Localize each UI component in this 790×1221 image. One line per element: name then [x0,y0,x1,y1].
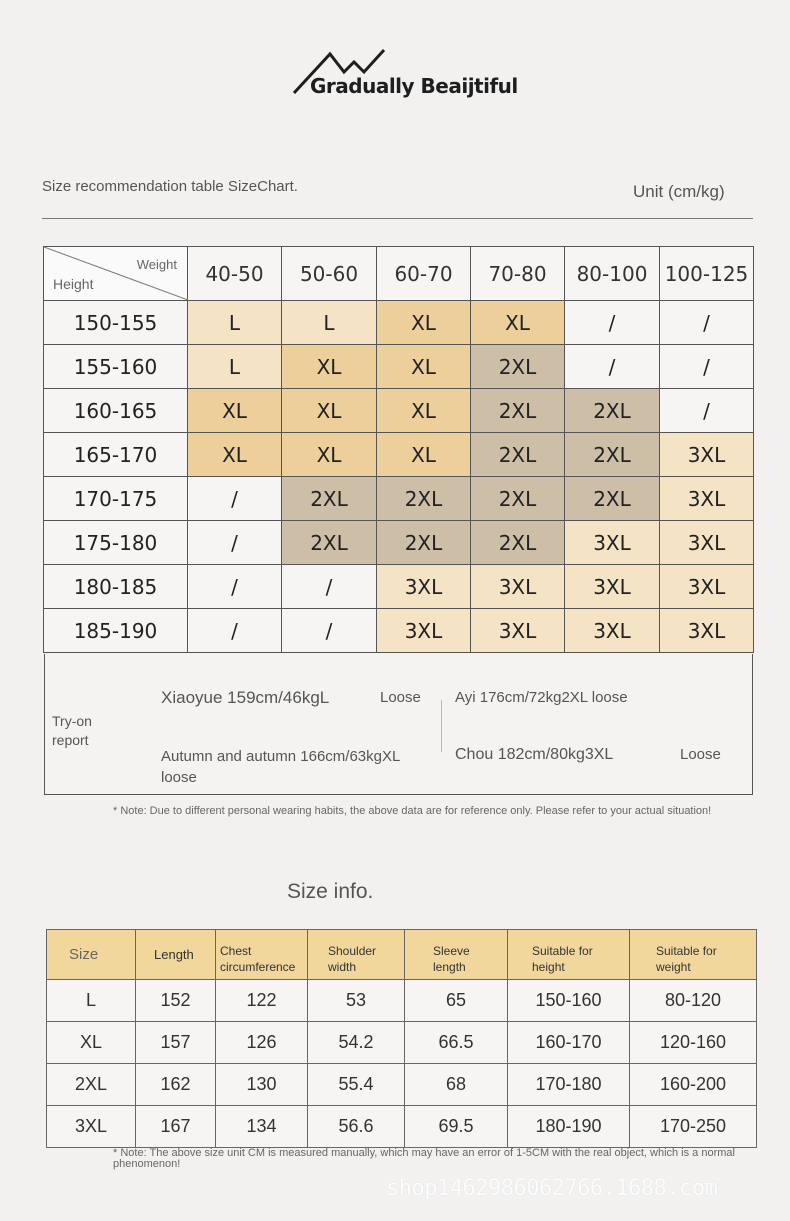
size-cell: 2XL [282,521,377,565]
size-cell: XL [377,433,471,477]
size-cell: XL [188,433,282,477]
size-cell: 2XL [471,389,565,433]
size-cell: 3XL [660,565,754,609]
size-cell: 3XL [377,609,471,653]
height-row [44,609,754,653]
size-label-cell: L [47,980,136,1022]
size-cell: 2XL [471,433,565,477]
size-cell: 2XL [471,521,565,565]
height-range-cell: 150-155 [44,301,188,345]
brand-name: Gradually Beaijtiful [310,74,518,98]
tryon-entry-1: Xiaoyue 159cm/46kgL [161,688,330,707]
weight-header: 80-100 [565,247,660,301]
size-cell: XL [282,345,377,389]
measurement-cell: 134 [216,1106,308,1148]
size-cell: XL [282,433,377,477]
measurement-cell: 53 [308,980,405,1022]
info-header: Suitable for weight [630,930,757,980]
size-cell: 3XL [565,565,660,609]
info-header: Chest circumference [216,930,308,980]
info-header: Shoulder width [308,930,405,980]
size-label-cell: 3XL [47,1106,136,1148]
size-info-row [47,1106,757,1148]
size-cell: 3XL [377,565,471,609]
height-range-cell: 165-170 [44,433,188,477]
size-cell: 3XL [471,609,565,653]
measurement-cell: 55.4 [308,1064,405,1106]
size-info-row [47,1022,757,1064]
measurement-cell: 160-200 [630,1064,757,1106]
size-cell: / [188,477,282,521]
measurement-cell: 69.5 [405,1106,508,1148]
weight-header: 70-80 [471,247,565,301]
measurement-cell: 54.2 [308,1022,405,1064]
size-cell: 3XL [660,521,754,565]
tryon-entry-4: Chou 182cm/80kg3XL [455,746,614,763]
size-cell: 3XL [660,609,754,653]
tryon-divider [441,700,442,752]
height-range-cell: 155-160 [44,345,188,389]
size-cell: XL [188,389,282,433]
size-cell: XL [377,301,471,345]
height-range-cell: 180-185 [44,565,188,609]
measurement-cell: 126 [216,1022,308,1064]
divider [42,218,753,219]
tryon-label: Try-on report [52,713,92,748]
size-label-cell: XL [47,1022,136,1064]
corner-weight-label: Weight [136,257,177,272]
measurement-cell: 167 [136,1106,216,1148]
tryon-entry-2: Ayi 176cm/72kg2XL loose [455,689,628,706]
size-cell: 2XL [282,477,377,521]
tryon-entry-3: Autumn and autumn 166cm/63kgXL loose [161,748,400,786]
measurement-cell: 80-120 [630,980,757,1022]
measurement-cell: 122 [216,980,308,1022]
size-cell: XL [282,389,377,433]
size-cell: XL [377,345,471,389]
measurement-cell: 170-250 [630,1106,757,1148]
unit-label: Unit (cm/kg) [633,182,725,201]
info-header: Suitable for height [508,930,630,980]
corner-height-label: Height [53,276,94,292]
size-cell: / [565,345,660,389]
measurement-note: * Note: The above size unit CM is measured manually, which may have an error of 1-5CM with the real object, which is a normal phenomenon! [113,1147,735,1170]
size-cell: / [660,301,754,345]
size-info-row [47,1064,757,1106]
size-recommendation-table [43,246,754,653]
brand-logo [292,48,532,104]
size-cell: 3XL [660,477,754,521]
size-cell: / [660,345,754,389]
height-range-cell: 160-165 [44,389,188,433]
size-cell: L [188,301,282,345]
size-cell: 3XL [565,521,660,565]
size-info-table [46,929,757,1148]
measurement-cell: 170-180 [508,1064,630,1106]
size-cell: L [282,301,377,345]
height-row [44,345,754,389]
size-cell: XL [471,301,565,345]
weight-header-row [44,247,754,301]
height-row [44,521,754,565]
size-cell: / [565,301,660,345]
size-cell: 2XL [565,433,660,477]
measurement-cell: 152 [136,980,216,1022]
height-range-cell: 170-175 [44,477,188,521]
corner-cell [44,247,188,301]
measurement-cell: 150-160 [508,980,630,1022]
size-info-header-row [47,930,757,980]
diagonal-line [44,247,188,300]
size-info-row [47,980,757,1022]
tryon-entry-4-fit: Loose [680,746,721,763]
size-label-cell: 2XL [47,1064,136,1106]
size-cell: 2XL [565,389,660,433]
height-row [44,389,754,433]
weight-header: 40-50 [188,247,282,301]
measurement-cell: 65 [405,980,508,1022]
tryon-entry-1-fit: Loose [380,689,421,706]
size-cell: / [188,521,282,565]
size-cell: 3XL [471,565,565,609]
measurement-cell: 160-170 [508,1022,630,1064]
size-cell: 2XL [565,477,660,521]
height-row [44,477,754,521]
size-cell: 2XL [377,521,471,565]
info-header: Length [136,930,216,980]
height-row [44,433,754,477]
measurement-cell: 120-160 [630,1022,757,1064]
measurement-cell: 180-190 [508,1106,630,1148]
tryon-report [44,654,753,795]
height-row [44,565,754,609]
size-cell: L [188,345,282,389]
size-cell: 3XL [565,609,660,653]
size-cell: / [188,565,282,609]
measurement-cell: 157 [136,1022,216,1064]
size-cell: 2XL [377,477,471,521]
size-cell: XL [377,389,471,433]
measurement-cell: 56.6 [308,1106,405,1148]
size-cell: / [188,609,282,653]
height-range-cell: 175-180 [44,521,188,565]
size-info-title: Size info. [287,880,374,903]
size-cell: 3XL [660,433,754,477]
size-cell: / [282,565,377,609]
height-range-cell: 185-190 [44,609,188,653]
measurement-cell: 130 [216,1064,308,1106]
height-row [44,301,754,345]
size-cell: / [282,609,377,653]
size-cell: / [660,389,754,433]
weight-header: 100-125 [660,247,754,301]
size-cell: 2XL [471,345,565,389]
info-header: Size [47,930,136,980]
measurement-cell: 66.5 [405,1022,508,1064]
measurement-cell: 68 [405,1064,508,1106]
shop-watermark: shop1462986062766.1688.com [386,1176,718,1201]
weight-header: 60-70 [377,247,471,301]
measurement-cell: 162 [136,1064,216,1106]
reference-note: * Note: Due to different personal wearing habits, the above data are for reference only. Please refer to your actual situation! [113,805,712,817]
info-header: Sleeve length [405,930,508,980]
size-cell: 2XL [471,477,565,521]
weight-header: 50-60 [282,247,377,301]
recommendation-title: Size recommendation table SizeChart. [42,178,298,195]
